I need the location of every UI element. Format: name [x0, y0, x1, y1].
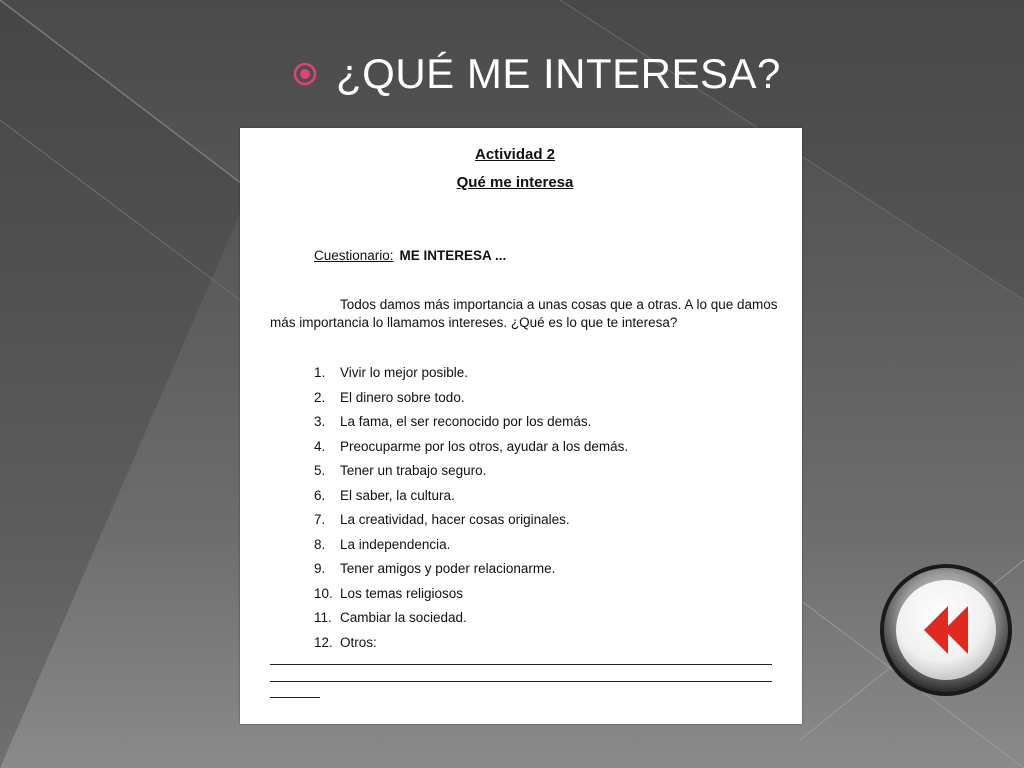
item-text: Preocuparme por los otros, ayudar a los demás. — [340, 438, 629, 454]
list-item — [314, 459, 628, 484]
list-item — [314, 631, 628, 656]
circle-bullet-icon — [292, 61, 318, 87]
item-number: 4. — [314, 438, 326, 454]
answer-line — [270, 664, 772, 665]
item-text: Vivir lo mejor posible. — [340, 365, 469, 380]
item-text: El saber, la cultura. — [340, 487, 455, 503]
back-button[interactable] — [876, 560, 1016, 700]
list-item — [314, 582, 628, 607]
item-text: El dinero sobre todo. — [340, 389, 465, 405]
list-item — [314, 435, 628, 460]
intro-paragraph: Todos damos más importancia a unas cosas que a otras. A lo que damos más importancia lo llamamos intereses. ¿Qué es lo que te interesa? — [270, 297, 778, 330]
item-number: 8. — [314, 536, 326, 552]
document-heading: Actividad 2 — [474, 146, 556, 163]
answer-line — [270, 681, 772, 682]
item-number: 11. — [314, 610, 332, 625]
questionnaire-line — [314, 248, 506, 263]
item-text: La creatividad, hacer cosas originales. — [340, 512, 570, 527]
item-number: 5. — [314, 463, 326, 478]
list-item — [314, 533, 628, 558]
document-image — [240, 128, 802, 724]
item-number: 6. — [314, 487, 326, 503]
interests-list — [314, 361, 628, 655]
item-number: 12. — [314, 634, 333, 650]
item-text: Tener un trabajo seguro. — [340, 463, 487, 478]
item-text: Otros: — [340, 634, 377, 650]
item-text: La independencia. — [340, 536, 451, 552]
item-number: 1. — [314, 365, 326, 380]
questionnaire-value: ME INTERESA ... — [399, 248, 507, 263]
rewind-icon — [876, 560, 1016, 700]
list-item — [314, 361, 628, 386]
item-text: Tener amigos y poder relacionarme. — [340, 561, 556, 576]
slide-title-row — [292, 50, 781, 98]
list-item — [314, 508, 628, 533]
questionnaire-label: Cuestionario: — [314, 248, 394, 263]
list-item — [314, 606, 628, 631]
list-item — [314, 557, 628, 582]
list-item — [314, 386, 628, 411]
answer-line — [270, 697, 320, 698]
item-number: 2. — [314, 389, 326, 405]
item-number: 7. — [314, 512, 326, 527]
item-text: Cambiar la sociedad. — [340, 610, 467, 625]
document-subheading: Qué me interesa — [456, 174, 574, 191]
item-text: Los temas religiosos — [340, 585, 464, 601]
item-number: 10. — [314, 585, 333, 601]
item-number: 9. — [314, 561, 326, 576]
slide-title: ¿QUÉ ME INTERESA? — [336, 50, 781, 97]
list-item — [314, 484, 628, 509]
item-number: 3. — [314, 414, 326, 429]
item-text: La fama, el ser reconocido por los demás. — [340, 414, 592, 429]
list-item — [314, 410, 628, 435]
